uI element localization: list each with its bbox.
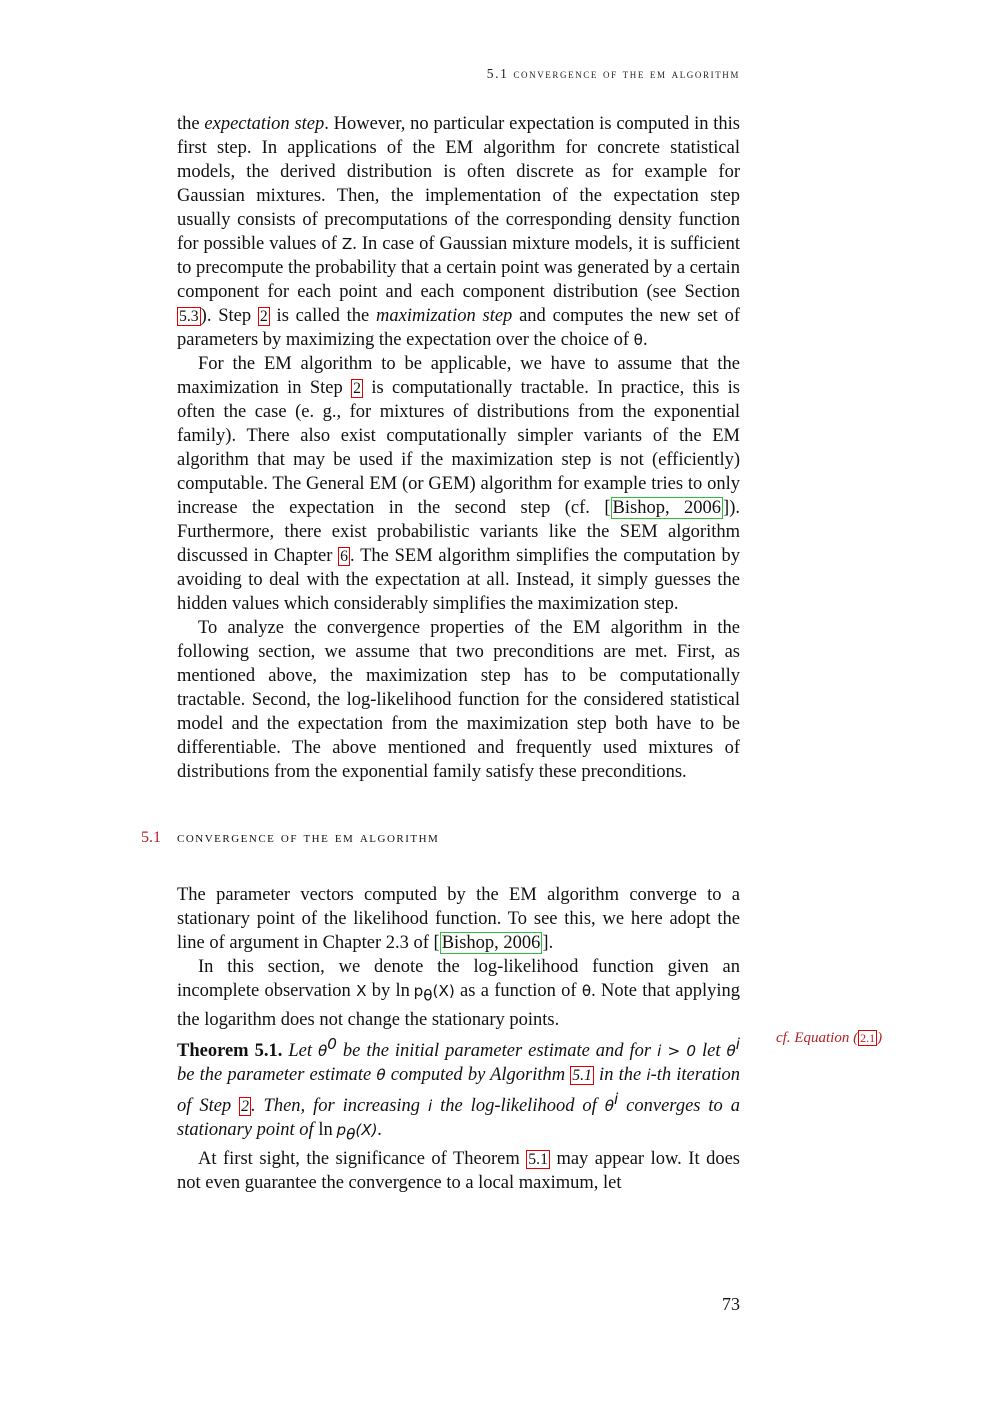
text: -th iteration of Step [177,1064,740,1116]
section-ref-link[interactable]: 5.3 [179,308,199,325]
math-var: i [427,1097,433,1115]
math-var: Z [341,235,353,253]
body-text [141,112,741,1195]
math-var: p [413,982,424,1000]
text: let [696,1040,727,1061]
text: Let [282,1040,318,1061]
math-sub: θ [346,1125,356,1144]
text: ). Step [200,306,258,326]
math-var: p [336,1121,347,1139]
text: is called the [269,306,377,326]
math-sup: i [735,1034,740,1053]
section-heading [141,826,740,850]
text: . Then, for increasing [250,1096,428,1116]
theorem-ref-link[interactable]: 5.1 [528,1150,548,1168]
math-sub: θ [423,986,433,1005]
paragraph-2 [177,352,740,616]
paragraph-5 [177,955,740,1032]
step-ref-link[interactable]: 2 [259,308,268,325]
paragraph-3: To analyze the convergence properties of the EM algorithm in the following section, we assume that two preconditions are met. First, as mentioned above, the maximization step has to be computationally tractable. Second, the log-likelihood function for the considered statistical model and the expectation from the maximization step both have to be differentiable. The above mentioned and frequently used mixtures of distributions from the exponential family satisfy these preconditions. [177,618,740,782]
paragraph-1 [177,112,740,352]
math-var: θ [317,1041,328,1060]
text: . [377,1120,383,1140]
math-sup: 0 [327,1034,337,1053]
emphasis: expectation step [204,114,325,134]
section-number: 5.1 [141,829,161,846]
paragraph-4 [177,883,740,955]
text: . [642,330,648,350]
text: by [366,981,396,1001]
text: be the initial parameter estimate and for [336,1040,658,1061]
math-sup: i [614,1089,619,1108]
math-ln: ln [318,1120,333,1140]
chapter-ref-link[interactable]: 6 [340,548,349,565]
text: the log-likelihood of [432,1096,605,1116]
running-head: 5.1 convergence of the em algorithm [486,66,740,81]
paragraph-6 [177,1147,740,1195]
text: . In case of Gaussian mixture models, it is sufficient to precompute the probability that a certain point was generated by a certain component for each point and each component distribution (see Section [177,234,741,302]
math-var: θ [376,1065,386,1084]
text: At first sight, the significance of Theorem [198,1148,527,1169]
text: . Note that applying the logarithm does not change the stationary points. [177,981,741,1030]
page-number: 73 [722,1294,740,1314]
text: computed by Algorithm [385,1064,571,1085]
math-arg: (X) [355,1121,378,1139]
theorem [177,1032,740,1147]
math-var: θ [604,1097,615,1115]
math-var: θ [581,982,592,1000]
margin-note-text: cf. Equation ( [776,1030,859,1046]
math-var: θ [726,1041,736,1060]
margin-note-text: ) [877,1030,883,1046]
math-arg: (X) [432,982,455,1000]
text: and computes the new set of parameters by maximizing the expectation over the choice of [177,306,740,350]
citation-link[interactable]: Bishop, 2006 [612,498,722,518]
text: the [177,114,205,134]
text: converges to a stationary point of [177,1096,740,1140]
math-ln: ln [395,981,410,1001]
math-var: θ [633,331,643,349]
text: . However, no particular expectation is computed in this first step. In applications of the EM algorithm for concrete statistical models, the derived distribution is often discrete as for example for Gaussian mixtures. Then, the implementation of the expectation step usually consists of precomputations of the corresponding density function for possible values of [177,114,740,254]
text: In this section, we denote the log-likelihood function given an incomplete observation [177,957,740,1001]
text: in the [593,1064,647,1085]
algorithm-ref-link[interactable]: 5.1 [572,1066,592,1084]
math-var: X [356,982,367,1000]
math-var: i [646,1065,651,1084]
text: may appear low. It does not even guarantee the convergence to a local maximum, let [177,1148,741,1193]
citation-link[interactable]: Bishop, 2006 [441,933,541,953]
text: ]. [542,933,554,953]
text: as a function of [454,981,582,1001]
step-ref-link[interactable]: 2 [241,1098,249,1115]
theorem-label: Theorem 5.1. [177,1040,283,1061]
text: For the EM algorithm to be applicable, we have to assume that the maximization in Step [177,354,740,398]
text: . The SEM algorithm simplifies the computation by avoiding to deal with the expectation at all. Instead, it simply guesses the hidden values which considerably simplifies the maximization step. [177,546,740,614]
emphasis: maximization step [376,306,513,326]
step-ref-link[interactable]: 2 [353,380,361,397]
text: is computationally tractable. In practice, this is often the case (e. g., for mixtures of distributions from the exponential family). There also exist computationally simpler variants of the EM algorithm that may be used if the maximization step is not (efficiently) computable. The General EM (or GEM) algorithm for example tries to only increase the expectation in the second step (cf. [ [177,378,740,518]
text: ]). Furthermore, there exist probabilistic variants like the SEM algorithm discussed in Chapter [177,498,740,566]
math-expr: i > 0 [657,1041,697,1060]
text: The parameter vectors computed by the EM algorithm converge to a stationary point of the likelihood function. To see this, we here adopt the line of argument in Chapter 2.3 of [ [177,885,740,953]
text: be the parameter estimate [177,1064,377,1085]
equation-ref-link[interactable]: 2.1 [860,1031,876,1045]
section-title: convergence of the em algorithm [177,829,440,846]
margin-note [776,1030,882,1047]
